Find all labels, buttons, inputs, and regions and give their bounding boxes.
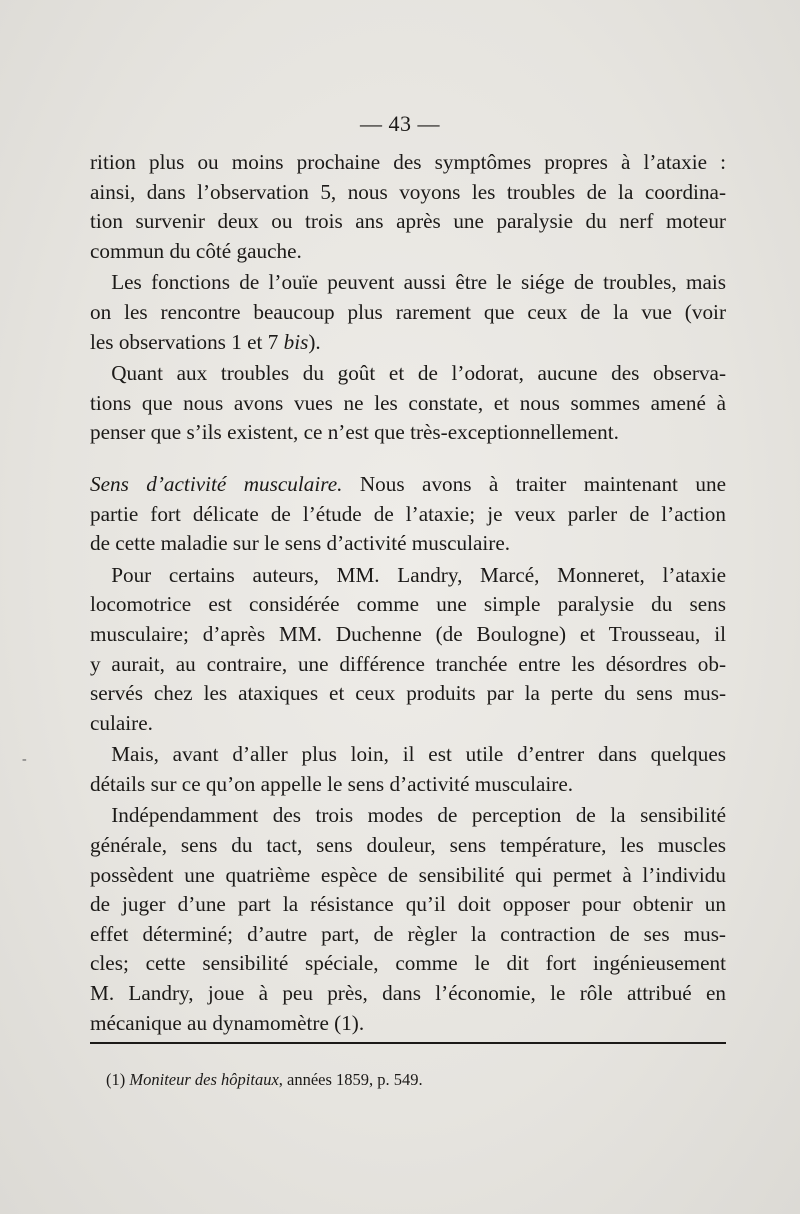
footnote-rule: [90, 1042, 726, 1044]
text-line: ainsi, dans l’observation 5, nous voyons les troubles de la coordina-: [90, 179, 726, 204]
text-line: rition plus ou moins prochaine des symptômes propres à l’ataxie :: [90, 150, 726, 174]
text-line: Sens d’activité musculaire. Nous avons à traiter maintenant une: [90, 471, 726, 496]
text-line: cles; cette sensibilité spéciale, comme le dit fort ingénieusement: [90, 951, 726, 976]
text-line: Mais, avant d’aller plus loin, il est utile d’entrer dans quelques: [90, 742, 726, 767]
text-line: servés chez les ataxiques et ceux produits par la perte du sens mus-: [90, 681, 726, 706]
text-line: locomotrice est considérée comme une simple paralysie du sens: [90, 592, 726, 617]
body-text: [90, 148, 726, 1038]
text-line: détails sur ce qu’on appelle le sens d’activité musculaire.: [90, 771, 574, 796]
footnote-source: Moniteur des hôpitaux: [129, 1070, 279, 1089]
text-line: possèdent une quatrième espèce de sensibilité qui permet à l’individu: [90, 862, 726, 887]
text-line: les observations 1 et 7 bis).: [90, 329, 321, 354]
page-number: — 43 —: [360, 111, 440, 136]
text-line: Les fonctions de l’ouïe peuvent aussi être le siége de troubles, mais: [90, 270, 726, 295]
text-line: tions que nous avons vues ne les constate, et nous sommes amené à: [90, 390, 726, 415]
footnote-rest: , années 1859, p. 549.: [278, 1070, 423, 1089]
text-line: musculaire; d’après MM. Duchenne (de Boulogne) et Trousseau, il: [90, 621, 726, 646]
text-line: Indépendamment des trois modes de perception de la sensibilité: [90, 803, 726, 828]
paragraph-gap: [90, 448, 726, 470]
text-line: générale, sens du tact, sens douleur, sens température, les muscles: [90, 833, 726, 858]
text-line: Quant aux troubles du goût et de l’odorat, aucune des observa-: [90, 361, 726, 386]
text-line: partie fort délicate de l’étude de l’ataxie; je veux parler de l’action: [90, 501, 726, 526]
text-line: tion survenir deux ou trois ans après une paralysie du nerf moteur: [90, 209, 726, 234]
text-line: culaire.: [90, 710, 153, 735]
text-line: penser que s’ils existent, ce n’est que très-exceptionnellement.: [90, 420, 619, 445]
text-line: on les rencontre beaucoup plus rarement que ceux de la vue (voir: [90, 299, 726, 324]
text-line: de juger d’une part la résistance qu’il doit opposer pour obtenir un: [90, 892, 726, 917]
text-line: Pour certains auteurs, MM. Landry, Marcé, Monneret, l’ataxie: [90, 562, 726, 587]
text-line: de cette maladie sur le sens d’activité musculaire.: [90, 531, 511, 556]
italic-text: bis: [283, 329, 309, 354]
text-line: mécanique au dynamomètre (1).: [90, 1010, 365, 1035]
section-heading: Sens d’activité musculaire.: [90, 471, 343, 496]
footnote-marker: (1): [106, 1070, 126, 1089]
text-line: y aurait, au contraire, une différence tranchée entre les désordres ob-: [90, 651, 726, 676]
text-line: M. Landry, joue à peu près, dans l’économie, le rôle attribué en: [90, 981, 726, 1006]
footnote: [106, 1070, 423, 1090]
text-line: commun du côté gauche.: [90, 238, 302, 263]
margin-mark: -: [22, 752, 27, 767]
text-line: effet déterminé; d’autre part, de règler la contraction de ses mus-: [90, 921, 726, 946]
